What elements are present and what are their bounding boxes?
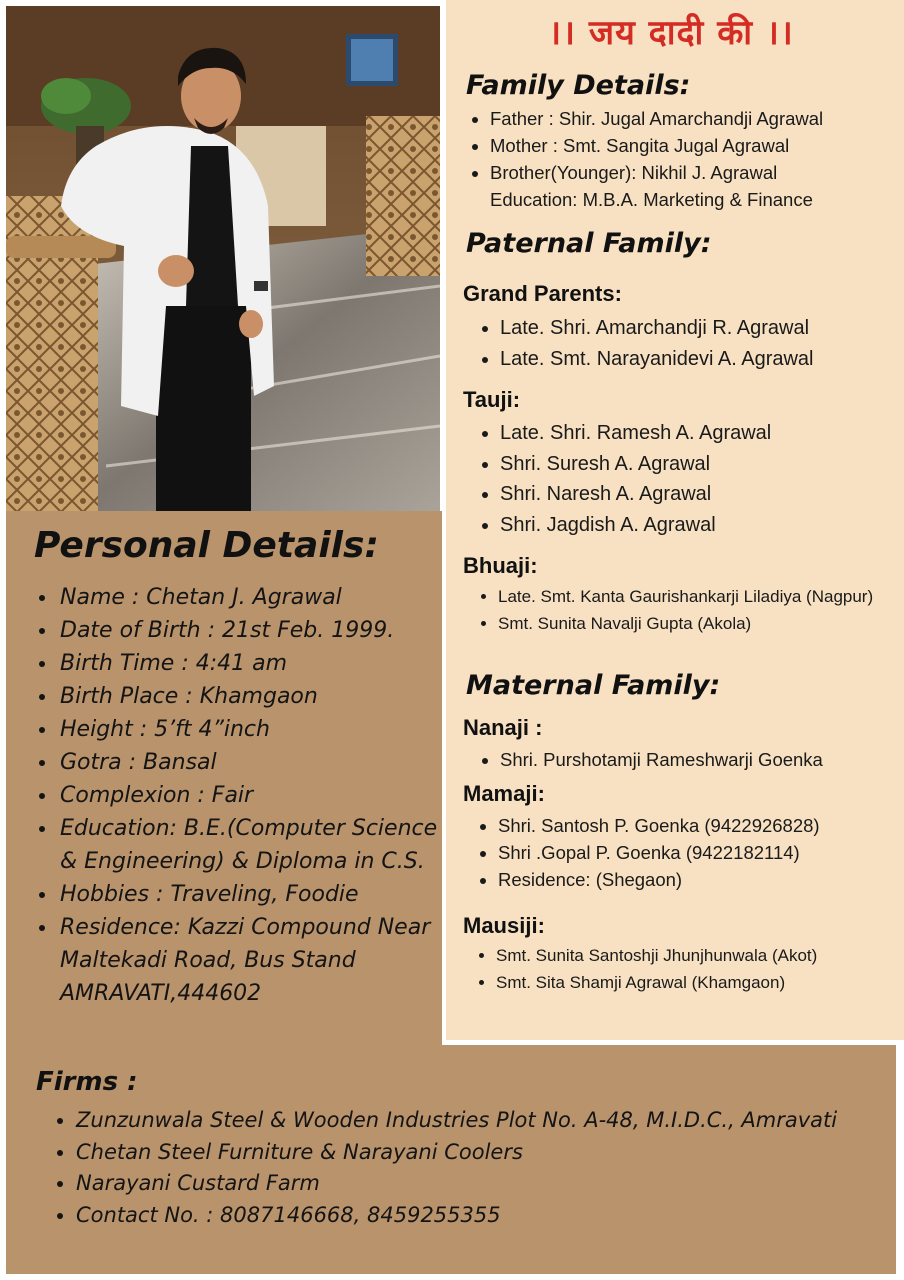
personal-residence: • Residence: Kazzi Compound Near Maltekadi Road, Bus Stand AMRAVATI,444602 [58,911,438,1010]
tauji-item: • Late. Shri. Ramesh A. Agrawal [500,418,771,449]
mamaji-item: • Residence: (Shegaon) [498,866,820,893]
portrait-photo [6,6,440,511]
mamaji-item: • Shri .Gopal P. Goenka (9422182114) [498,839,820,866]
personal-height: • Height : 5’ft 4”inch [58,713,438,746]
family-mother: • Mother : Smt. Sangita Jugal Agrawal [490,132,823,159]
personal-name: • Name : Chetan J. Agrawal [58,581,438,614]
personal-dob: • Date of Birth : 21st Feb. 1999. [58,614,438,647]
mamaji-item: • Shri. Santosh P. Goenka (9422926828) [498,812,820,839]
personal-hobbies: • Hobbies : Traveling, Foodie [58,878,438,911]
mamaji-label: Mamaji: [463,781,545,806]
grandparents-list [478,313,814,374]
mausiji-label: Mausiji: [463,913,545,938]
personal-details-list [34,581,438,1010]
family-father: • Father : Shir. Jugal Amarchandji Agrawal [490,105,823,132]
nanaji-item: • Shri. Purshotamji Rameshwarji Goenka [500,746,823,773]
bhuaji-label: Bhuaji: [463,553,538,578]
personal-details-panel [6,511,442,1045]
firm-item: • Chetan Steel Furniture & Narayani Coolers [76,1137,837,1169]
tauji-item: • Shri. Suresh A. Agrawal [500,449,771,480]
paternal-family-heading: Paternal Family: [466,228,712,259]
bhuaji-item: • Smt. Sunita Navalji Gupta (Akola) [498,610,904,637]
mausiji-item: • Smt. Sunita Santoshji Jhunjhunwala (Akot) [496,942,817,969]
firms-list [52,1105,837,1231]
grandparents-label: Grand Parents: [463,281,622,306]
bhuaji-list [476,583,904,637]
mausiji-list [474,942,817,996]
grandparent-item: • Late. Shri. Amarchandji R. Agrawal [500,313,814,344]
mausiji-item: • Smt. Sita Shamji Agrawal (Khamgaon) [496,969,817,996]
family-panel [446,0,904,1040]
personal-birth-place: • Birth Place : Khamgaon [58,680,438,713]
firms-panel [6,1045,896,1274]
personal-details-heading: Personal Details: [34,525,379,566]
portrait-photo-icon [6,6,440,511]
personal-education: • Education: B.E.(Computer Science & Engineering) & Diploma in C.S. [58,812,438,878]
family-brother-education: Education: M.B.A. Marketing & Finance [490,189,813,210]
maternal-family-heading: Maternal Family: [466,670,721,701]
personal-complexion: • Complexion : Fair [58,779,438,812]
firm-contact: • Contact No. : 8087146668, 8459255355 [76,1200,837,1232]
family-brother: • Brother(Younger): Nikhil J. Agrawal [490,159,823,186]
tauji-list [478,418,771,540]
personal-gotra: • Gotra : Bansal [58,746,438,779]
grandparent-item: • Late. Smt. Narayanidevi A. Agrawal [500,344,814,375]
tauji-label: Tauji: [463,387,521,412]
bhuaji-item: • Late. Smt. Kanta Gaurishankarji Liladiya (Nagpur) [498,583,904,610]
mamaji-list [476,812,820,893]
tauji-item: • Shri. Naresh A. Agrawal [500,479,771,510]
nanaji-label: Nanaji : [463,715,543,740]
firm-item: • Zunzunwala Steel & Wooden Industries Plot No. A-48, M.I.D.C., Amravati [76,1105,837,1137]
firms-heading: Firms : [36,1067,138,1097]
blessing-heading: ।। जय दादी की ।। [548,13,794,53]
family-details-list [468,105,823,213]
nanaji-list [478,746,823,773]
tauji-item: • Shri. Jagdish A. Agrawal [500,510,771,541]
personal-birth-time: • Birth Time : 4:41 am [58,647,438,680]
firm-item: • Narayani Custard Farm [76,1168,837,1200]
family-details-heading: Family Details: [466,70,691,101]
